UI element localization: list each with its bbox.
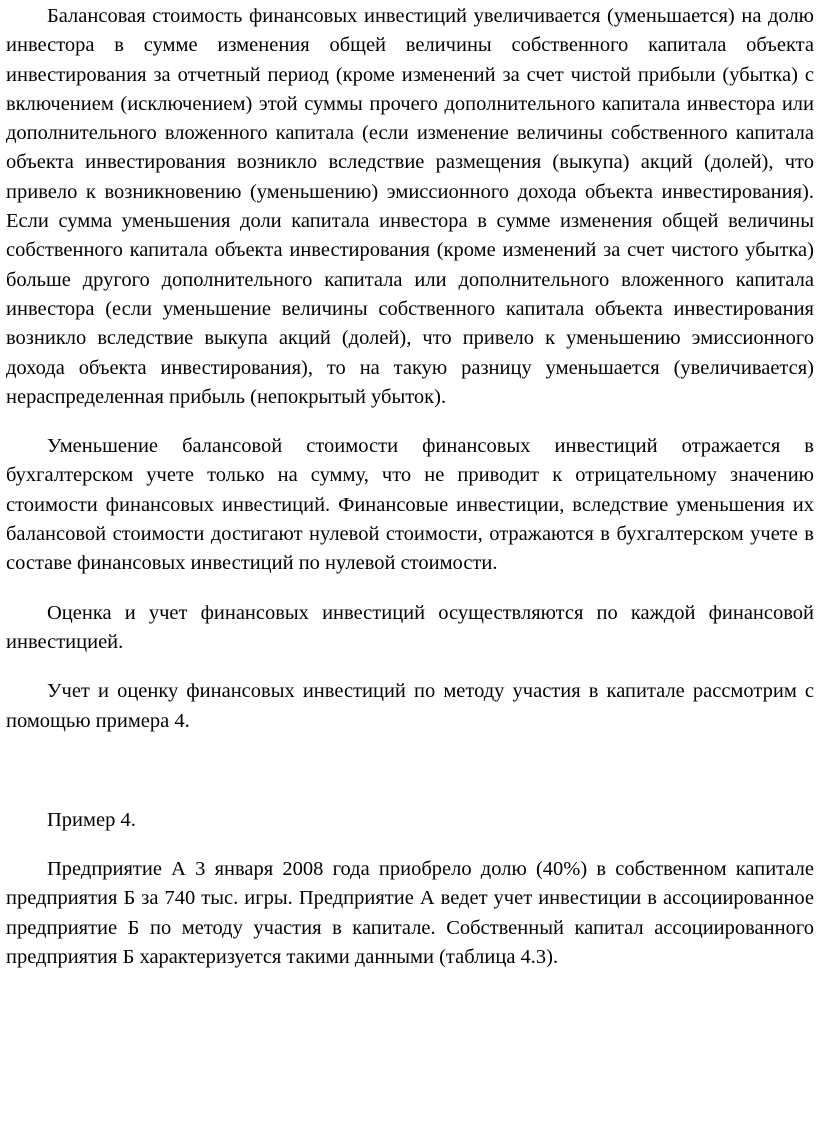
paragraph-spacer-large [6, 736, 814, 806]
paragraph-valuation-per-investment: Оценка и учет финансовых инвестиций осуществляются по каждой финансовой инвестицией. [6, 601, 814, 653]
paragraph-spacer [6, 412, 814, 432]
paragraph-spacer [6, 579, 814, 599]
paragraph-example-description: Предприятие А 3 января 2008 года приобрело долю (40%) в собственном капитале предприятия Б за 740 тыс. игры. Предприятие А ведет учет инвестиции в ассоциированное предприятие Б по методу участия в капитале. Собственный капитал ассоциированного предприятия Б характеризуется такими данными (таблица 4.3). [6, 858, 814, 969]
paragraph-example-intro: Учет и оценку финансовых инвестиций по методу участия в капитале рассмотрим с помощью примера 4. [6, 680, 814, 732]
paragraph-spacer [6, 657, 814, 677]
paragraph-carrying-value-decrease: Уменьшение балансовой стоимости финансовых инвестиций отражается в бухгалтерском учете только на сумму, что не приводит к отрицательному значению стоимости финансовых инвестиций. Финансовые инвестиции, вследствие уменьшения их балансовой стоимости достигают нулевой стоимости, отражаются в бухгалтерском учете в составе финансовых инвестиций по нулевой стоимости. [6, 435, 814, 575]
paragraph-spacer [6, 835, 814, 855]
paragraph-equity-method-carrying-value: Балансовая стоимость финансовых инвестиций увеличивается (уменьшается) на долю инвестора в сумме изменения общей величины собственного капитала объекта инвестирования за отчетный период (кроме изменений за счет чистой прибыли (убытка) с включением (исключением) этой суммы прочего дополнительного капитала инвестора или дополнительного вложенного капитала (если изменение величины собственного капитала объекта инвестирования возникло вследствие размещения (выкупа) акций (долей), что привело к возникновению (уменьшению) эмиссионного дохода объекта инвестирования). Если сумма уменьшения доли капитала инвестора в сумме изменения общей величины собственного капитала объекта инвестирования (кроме изменений за счет чистого убытка) больше другого дополнительного капитала или дополнительного вложенного капитала инвестора (если уменьшение величины собственного капитала объекта инвестирования возникло вследствие выкупа акций (долей), что привело к уменьшению эмиссионного дохода объекта инвестирования), то на такую разницу уменьшается (увеличивается) нераспределенная прибыль (непокрытый убыток). [6, 5, 814, 408]
example-heading: Пример 4. [47, 808, 136, 831]
